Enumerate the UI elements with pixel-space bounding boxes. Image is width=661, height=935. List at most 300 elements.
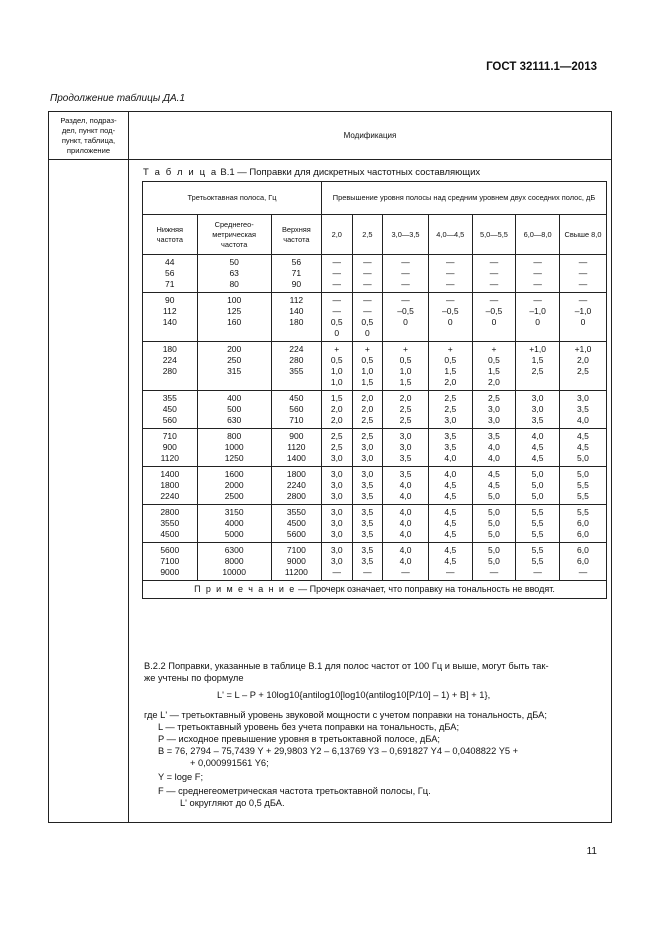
table-cell <box>383 391 429 429</box>
where-line: F — среднегеометрическая частота третьоктавной полосы, Гц. <box>158 786 431 796</box>
cell-value: 450 <box>289 393 304 403</box>
table-cell <box>197 505 271 543</box>
cell-value: 2800 <box>160 507 180 517</box>
table-cell <box>383 255 429 293</box>
table-cell <box>472 429 516 467</box>
table-cell <box>428 342 472 391</box>
cell-value: 2,0 <box>361 404 374 414</box>
cell-value: 4,0 <box>488 442 500 452</box>
cell-value: — <box>446 567 455 577</box>
table-cell <box>428 543 472 581</box>
cell-value: — <box>446 268 455 278</box>
cell-value: 4,5 <box>444 556 457 566</box>
cell-value: 3,5 <box>361 507 374 517</box>
cell-value: 4,0 <box>399 556 412 566</box>
cell-value: — <box>363 306 372 316</box>
cell-value: 4000 <box>224 518 244 528</box>
modification-column-header: Модификация <box>343 131 397 140</box>
cell-value: 355 <box>162 393 177 403</box>
sub-header-cell: Свыше 8,0 <box>559 215 606 255</box>
cell-value: 5,5 <box>531 545 544 555</box>
cell-value: 3,0 <box>330 507 343 517</box>
table-cell <box>383 505 429 543</box>
cell-value: 5000 <box>224 529 244 539</box>
cell-value: 4,0 <box>399 491 412 501</box>
table-cell <box>352 505 383 543</box>
sub-header-cell: 5,0—5,5 <box>472 215 516 255</box>
cell-value: 3150 <box>224 507 244 517</box>
cell-value: 2,0 <box>399 393 412 403</box>
cell-value: 3,0 <box>330 480 343 490</box>
cell-value: 90 <box>291 279 302 289</box>
cell-value: — <box>363 295 372 305</box>
table-cell <box>321 429 352 467</box>
cell-value: 5600 <box>286 529 306 539</box>
cell-value: — <box>489 268 499 278</box>
section-header-line: пункт, таблица, <box>61 135 116 145</box>
table-cell <box>516 342 560 391</box>
sub-header-cell: 4,0—4,5 <box>428 215 472 255</box>
cell-value: 4,5 <box>444 518 457 528</box>
cell-value: –1,0 <box>574 306 592 316</box>
table-cell <box>271 429 321 467</box>
cell-value: 5,0 <box>488 518 500 528</box>
cell-value: — <box>363 279 372 289</box>
cell-value: 0 <box>491 317 497 327</box>
cell-value: 50 <box>229 257 239 267</box>
cell-value: 2,0 <box>444 377 457 387</box>
cell-value: 250 <box>227 355 242 365</box>
cell-value: 2,5 <box>399 415 412 425</box>
table-cell <box>197 543 271 581</box>
cell-value: 280 <box>162 366 177 376</box>
table-cell <box>143 293 198 342</box>
section-header-line: дел, пункт под- <box>61 125 116 135</box>
cell-value: 1400 <box>286 453 306 463</box>
section-column-header <box>49 112 128 159</box>
table-row-group <box>143 543 607 581</box>
cell-value: 180 <box>162 344 177 354</box>
cell-value: 3,5 <box>399 469 412 479</box>
cell-value <box>383 328 428 339</box>
table-cell <box>197 255 271 293</box>
cell-value: 9000 <box>286 556 306 566</box>
cell-value <box>516 328 559 339</box>
table-cell <box>559 543 606 581</box>
cell-value: 400 <box>227 393 242 403</box>
cell-value: 6300 <box>224 545 244 555</box>
cell-value: 0 <box>403 317 408 327</box>
cell-value: — <box>401 268 410 278</box>
cell-value: — <box>401 279 410 289</box>
table-cell <box>472 391 516 429</box>
cell-value: 3,5 <box>361 529 374 539</box>
header-excess: Превышение уровня полосы над средним уровнем двух соседних полос, дБ <box>321 182 606 215</box>
table-cell <box>352 255 383 293</box>
cell-value: 5,0 <box>488 556 500 566</box>
cell-value: 4,0 <box>577 415 589 425</box>
cell-value: 4,0 <box>399 545 412 555</box>
table-title-text: В.1 — Поправки для дискретных частотных составляющих <box>217 167 481 178</box>
table-cell <box>516 505 560 543</box>
table-cell <box>428 505 472 543</box>
cell-value: 5,5 <box>531 529 544 539</box>
cell-value: 0,5 <box>488 355 500 365</box>
cell-value: 3,5 <box>399 453 412 463</box>
cell-value: 112 <box>289 295 304 305</box>
header-divider <box>49 159 611 160</box>
cell-value: 3,5 <box>361 491 374 501</box>
table-cell <box>352 293 383 342</box>
cell-value: 1600 <box>224 469 244 479</box>
cell-value: — <box>332 295 342 305</box>
cell-value: 4,5 <box>444 480 457 490</box>
table-cell <box>197 467 271 505</box>
table-cell <box>383 543 429 581</box>
cell-value: — <box>533 268 542 278</box>
cell-value: 3,5 <box>361 545 374 555</box>
cell-value: 5,0 <box>577 453 589 463</box>
cell-value: 0,5 <box>444 355 457 365</box>
cell-value: — <box>578 295 588 305</box>
note-text: — Прочерк означает, что поправку на тональность не вводят. <box>295 584 555 594</box>
table-cell <box>352 342 383 391</box>
cell-value: — <box>578 257 588 267</box>
cell-value: 3,0 <box>361 469 374 479</box>
table-cell <box>428 429 472 467</box>
table-cell <box>516 293 560 342</box>
cell-value: 710 <box>289 415 304 425</box>
cell-value: — <box>363 268 372 278</box>
cell-value: — <box>533 257 542 267</box>
cell-value: 6,0 <box>577 529 589 539</box>
cell-value: 4,5 <box>444 507 457 517</box>
table-row-group <box>143 391 607 429</box>
cell-value: 180 <box>289 317 304 327</box>
cell-value: +1,0 <box>529 344 546 354</box>
table-cell <box>472 543 516 581</box>
table-cell <box>428 467 472 505</box>
cell-value: 4,0 <box>444 453 457 463</box>
cell-value: 3,5 <box>444 442 457 452</box>
sub-header-cell: 3,0—3,5 <box>383 215 429 255</box>
cell-value: — <box>332 567 342 577</box>
table-cell <box>383 293 429 342</box>
table-cell <box>321 342 352 391</box>
table-cell <box>352 429 383 467</box>
cell-value: — <box>446 257 455 267</box>
table-cell <box>352 543 383 581</box>
table-cell <box>271 342 321 391</box>
cell-value: 125 <box>227 306 242 316</box>
cell-value: — <box>401 295 410 305</box>
cell-value <box>560 328 606 339</box>
sub-header-cell: 2,5 <box>352 215 383 255</box>
cell-value: 5,0 <box>531 469 544 479</box>
cell-value: 3,0 <box>361 442 374 452</box>
cell-value: — <box>332 306 342 316</box>
table-cell <box>472 467 516 505</box>
cell-value: 3,0 <box>330 491 343 501</box>
cell-value: 7100 <box>160 556 180 566</box>
column-divider <box>128 112 129 822</box>
table-cell <box>559 342 606 391</box>
cell-value: 224 <box>162 355 177 365</box>
cell-value: –0,5 <box>397 306 414 316</box>
cell-value: 5,5 <box>531 556 544 566</box>
cell-value: 2,5 <box>444 393 457 403</box>
table-title-prefix: Т а б л и ц а <box>143 167 218 178</box>
cell-value: 3,0 <box>399 431 412 441</box>
cell-value: 5,0 <box>488 491 500 501</box>
cell-value: 0,5 <box>330 317 343 327</box>
table-row-group <box>143 429 607 467</box>
table-cell <box>271 505 321 543</box>
cell-value: 3,0 <box>488 415 500 425</box>
table-cell <box>271 255 321 293</box>
cell-value: 560 <box>289 404 304 414</box>
cell-value: 2,5 <box>444 404 457 414</box>
cell-value: 3,5 <box>361 556 374 566</box>
cell-value: 1,0 <box>399 366 412 376</box>
note-prefix: П р и м е ч а н и е <box>194 584 296 594</box>
table-cell <box>321 543 352 581</box>
cell-value: 630 <box>227 415 242 425</box>
table-row-group <box>143 255 607 293</box>
cell-value: 1,5 <box>399 377 412 387</box>
sub-header-cell: 6,0—8,0 <box>516 215 560 255</box>
cell-value: — <box>489 567 499 577</box>
cell-value: 5,0 <box>488 545 500 555</box>
cell-value: 4,0 <box>399 529 412 539</box>
cell-value: + <box>364 344 370 354</box>
cell-value: 0 <box>535 317 540 327</box>
table-cell <box>197 429 271 467</box>
cell-value: 4,5 <box>444 529 457 539</box>
cell-value: 4,0 <box>444 469 457 479</box>
cell-value: — <box>446 295 455 305</box>
cell-value: 1,5 <box>488 366 500 376</box>
cell-value: 4,5 <box>577 442 589 452</box>
table-cell <box>383 467 429 505</box>
table-cell <box>271 467 321 505</box>
cell-value: 3,0 <box>444 415 457 425</box>
sub-header-cell: Верхняя частота <box>271 215 321 255</box>
cell-value: 200 <box>227 344 242 354</box>
cell-value: 5,5 <box>577 491 589 501</box>
cell-value: 3,0 <box>488 404 500 414</box>
cell-value: 1,0 <box>361 366 374 376</box>
cell-value: –0,5 <box>485 306 503 316</box>
cell-value: 71 <box>291 268 302 278</box>
cell-value: 3,5 <box>361 518 374 528</box>
cell-value: 3,0 <box>330 453 343 463</box>
cell-value: 0 <box>364 328 370 338</box>
cell-value: 3,0 <box>330 556 343 566</box>
cell-value: 2240 <box>160 491 180 501</box>
cell-value: 10000 <box>222 567 246 577</box>
cell-value <box>429 328 472 339</box>
cell-value: — <box>489 279 499 289</box>
cell-value: 1250 <box>224 453 244 463</box>
cell-value: 3550 <box>160 518 180 528</box>
cell-value: 56 <box>165 268 175 278</box>
cell-value: — <box>533 279 542 289</box>
cell-value: 2,0 <box>488 377 500 387</box>
cell-value: 5,0 <box>488 507 500 517</box>
table-note <box>143 581 607 599</box>
cell-value: 140 <box>162 317 177 327</box>
cell-value: 44 <box>165 257 175 267</box>
table-cell <box>143 342 198 391</box>
cell-value: 2240 <box>286 480 306 490</box>
table-cell <box>143 255 198 293</box>
table-cell <box>143 391 198 429</box>
section-header-line: приложение <box>66 145 111 155</box>
cell-value: 2,0 <box>577 355 589 365</box>
cell-value: 4500 <box>160 529 180 539</box>
cell-value: 2,5 <box>399 404 412 414</box>
table-cell <box>321 293 352 342</box>
cell-value: 2000 <box>224 480 244 490</box>
where-line: L' округляют до 0,5 дБА. <box>180 798 285 808</box>
cell-value: 2,5 <box>330 442 343 452</box>
table-cell <box>516 543 560 581</box>
cell-value: 2,5 <box>577 366 589 376</box>
table-row-group <box>143 505 607 543</box>
table-cell <box>472 505 516 543</box>
cell-value: — <box>401 567 410 577</box>
sub-header-cell: Нижняя частота <box>143 215 198 255</box>
cell-value: 5,5 <box>531 507 544 517</box>
table-cell <box>428 293 472 342</box>
table-row-group <box>143 293 607 342</box>
cell-value: 315 <box>227 366 242 376</box>
cell-value: –1,0 <box>529 306 546 316</box>
cell-value: 3550 <box>286 507 306 517</box>
cell-value: + <box>491 344 497 354</box>
cell-value: +1,0 <box>574 344 592 354</box>
cell-value: 5,0 <box>577 469 589 479</box>
corrections-table <box>142 181 607 599</box>
cell-value: 3,0 <box>330 469 343 479</box>
cell-value: 9000 <box>160 567 180 577</box>
cell-value: 2800 <box>286 491 306 501</box>
cell-value: 2,0 <box>330 415 343 425</box>
cell-value: 4,5 <box>531 442 544 452</box>
cell-value: 2500 <box>224 491 244 501</box>
cell-value: — <box>578 567 588 577</box>
cell-value: 5,0 <box>531 491 544 501</box>
cell-value: 3,0 <box>577 393 589 403</box>
cell-value: 4,0 <box>399 507 412 517</box>
cell-value: 5,0 <box>488 529 500 539</box>
where-line: L — третьоктавный уровень без учета поправки на тональность, дБА; <box>158 722 460 732</box>
cell-value: — <box>332 279 342 289</box>
cell-value: 6,0 <box>577 556 589 566</box>
sub-header-cell: Среднегео-метрическая частота <box>197 215 271 255</box>
formula: L' = L – P + 10log10{antilog10[log10(antilog10[P/10] – 1) + B] + 1}, <box>217 690 491 700</box>
cell-value: 4,5 <box>531 453 544 463</box>
table-cell <box>472 255 516 293</box>
cell-value <box>272 328 321 339</box>
cell-value: 560 <box>162 415 177 425</box>
cell-value: 8000 <box>224 556 244 566</box>
cell-value: 900 <box>162 442 177 452</box>
continuation-label: Продолжение таблицы ДА.1 <box>50 93 186 104</box>
paragraph-line: же учтены по формуле <box>144 673 244 683</box>
cell-value: 1800 <box>286 469 306 479</box>
table-cell <box>143 543 198 581</box>
table-cell <box>321 467 352 505</box>
cell-value: — <box>332 257 342 267</box>
cell-value: — <box>363 567 372 577</box>
cell-value: — <box>332 268 342 278</box>
where-line: где L' — третьоктавный уровень звуковой мощности с учетом поправки на тональность, дБА; <box>144 710 547 720</box>
cell-value: — <box>578 279 588 289</box>
cell-value: 4500 <box>286 518 306 528</box>
cell-value: + <box>403 344 409 354</box>
cell-value <box>143 328 197 339</box>
cell-value: — <box>363 257 372 267</box>
cell-value: 4,5 <box>444 545 457 555</box>
table-cell <box>383 429 429 467</box>
cell-value: 800 <box>227 431 242 441</box>
where-line: + 0,000991561 Y6; <box>190 758 269 768</box>
table-cell <box>472 342 516 391</box>
cell-value: 1,5 <box>531 355 544 365</box>
cell-value: 2,5 <box>361 415 374 425</box>
cell-value: 3,5 <box>488 431 500 441</box>
cell-value: 140 <box>289 306 304 316</box>
section-header-line: Раздел, подраз- <box>60 115 117 125</box>
cell-value: 1120 <box>287 442 306 452</box>
table-cell <box>197 342 271 391</box>
table-cell <box>428 391 472 429</box>
cell-value: 5,5 <box>531 518 544 528</box>
cell-value: 0,5 <box>361 317 374 327</box>
cell-value: 1400 <box>160 469 180 479</box>
cell-value: 1800 <box>160 480 180 490</box>
cell-value: 0,5 <box>330 355 343 365</box>
sub-header-cell: 2,0 <box>321 215 352 255</box>
table-cell <box>271 293 321 342</box>
cell-value: 224 <box>289 344 304 354</box>
table-cell <box>352 391 383 429</box>
cell-value: 900 <box>289 431 304 441</box>
cell-value: 11200 <box>284 567 308 577</box>
where-line: P — исходное превышение уровня в третьоктавной полосе, дБА; <box>158 734 441 744</box>
cell-value <box>198 328 271 339</box>
table-cell <box>559 429 606 467</box>
cell-value: 3,0 <box>399 442 412 452</box>
table-cell <box>271 391 321 429</box>
cell-value: 63 <box>229 268 239 278</box>
cell-value: 2,5 <box>488 393 500 403</box>
cell-value: 1,0 <box>330 366 343 376</box>
cell-value: + <box>334 344 340 354</box>
cell-value: — <box>533 567 542 577</box>
table-cell <box>559 293 606 342</box>
where-line: B = 76, 2794 – 75,7439 Y + 29,9803 Y2 – 6,13769 Y3 – 0,691827 Y4 – 0,0408822 Y5 + <box>158 746 519 756</box>
page-number: 11 <box>586 846 597 857</box>
cell-value: 0,5 <box>361 355 374 365</box>
cell-value: 0 <box>334 328 340 338</box>
cell-value: — <box>489 295 499 305</box>
cell-value: 4,5 <box>577 431 589 441</box>
cell-value: 56 <box>291 257 302 267</box>
cell-value: 3,5 <box>577 404 589 414</box>
